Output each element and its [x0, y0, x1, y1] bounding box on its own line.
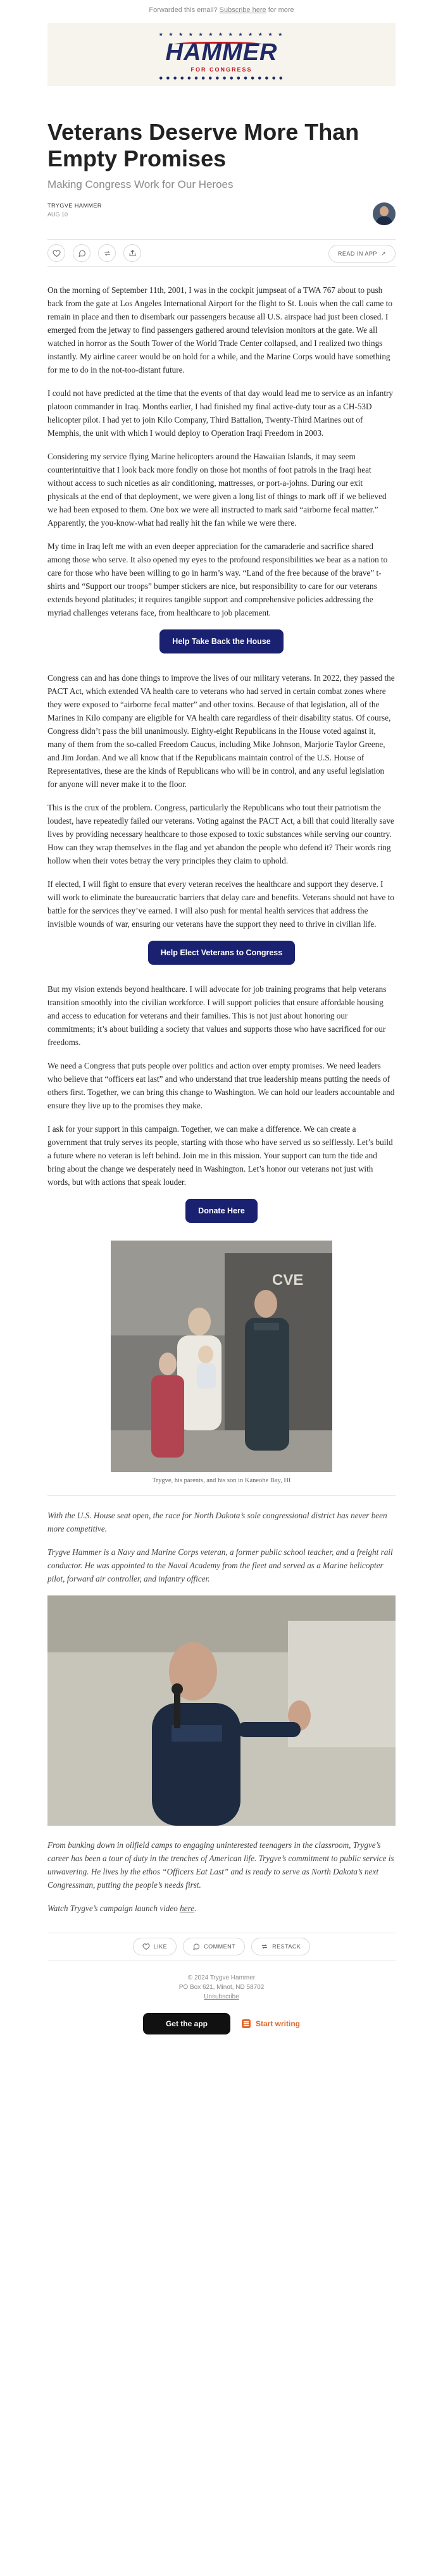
ship-lettering: CVE	[272, 1272, 304, 1289]
copyright: © 2024 Trygve Hammer	[187, 1974, 256, 1981]
bio-paragraph: With the U.S. House seat open, the race for North Dakota’s sole congressional district has never been more competitive.	[47, 1511, 387, 1533]
paragraph: If elected, I will fight to ensure that every veteran receives the healthcare and support they deserve. I will work to eliminate the bureaucratic barriers that delay care and benefits. Veterans should not have to battle for the services they’ve earned. I will also push for mental health services that address the invisible wounds of war, ensuring our veterans have the support they need to thrive in civilian life.	[47, 879, 394, 929]
paragraph: We need a Congress that puts people over politics and action over empty promises. We need leaders who believe that “officers eat last” and who understand that true leadership means putting the needs of others first. Together, we can bring this change to Washington. We can hold our leaders accountable and ensure they live up to the promises they make.	[47, 1061, 395, 1110]
app-promo-row	[0, 2013, 443, 2034]
post-date: AUG 10	[47, 211, 68, 218]
post-actions-bar	[47, 239, 396, 267]
paragraph: But my vision extends beyond healthcare. I will advocate for job training programs that help veterans transition smoothly into the civilian workforce. I will support policies that ensure affordable housing and access to education for veterans and their families. This is not just about honoring our commitments; it’s about building a society that values and supports those who have sacrificed for our freedoms.	[47, 984, 387, 1047]
dots-decoration: ● ● ● ● ● ● ● ● ● ● ● ● ● ● ● ● ● ●	[159, 76, 284, 80]
cta-wrap	[47, 941, 396, 965]
start-writing-button[interactable]	[242, 2013, 300, 2034]
donate-button[interactable]: Donate Here	[185, 1199, 258, 1223]
like-button[interactable]	[47, 244, 65, 262]
post-subtitle: Making Congress Work for Our Heroes	[47, 178, 234, 190]
post-title[interactable]: Veterans Deserve More Than Empty Promises	[47, 119, 359, 171]
paragraph: Congress can and has done things to improve the lives of our military veterans. In 2022, they passed the PACT Act, which extended VA health care to veterans who had served in certain combat zones where they were exposed to “airborne fecal matter” and other toxins. Because of that legislation, all of the Marines in Kilo company are eligible for VA health care regardless of their disability status. Of course, Congress didn’t pass the bill unanimously. Eighty-eight Republicans in the House voted against it, many of them from the so-called Freedom Caucus, including Mike Johnson, Marjorie Taylor Greene, and Jim Jordan. And we all know that if the Republicans maintain control of the U.S. House of Representatives, these are the kinds of Republicans who will be in control, and any useful legislation for anyone will never make it to the floor.	[47, 673, 395, 789]
cta-wrap	[47, 1199, 396, 1223]
paragraph: Considering my service flying Marine helicopters around the Hawaiian Islands, it may seem counterintuitive that I look back more fondly on those hot months of foot patrols in the Iraqi heat without access to such niceties as air conditioning, mattresses, or port-a-johns. During our exit physicals at the end of that deployment, we were given a long list of things to mark off if we believed we had been exposed to them. One box we were all instructed to mark said “airborne fecal matter.” Apparently, the you-know-what had really hit the fan while we were there.	[47, 452, 387, 528]
byline	[47, 202, 396, 229]
footer-actions-bar	[47, 1933, 396, 1960]
paragraph: This is the crux of the problem. Congress, particularly the Republicans who tout their patriotism the loudest, have repeatedly failed our veterans. Voting against the PACT Act, a bill that could literally save lives by providing necessary healthcare to those exposed to toxic substances while serving our country. How can they wrap themselves in the flag and yet abandon the people who defend it? Their words ring hollow when their votes betray the very principles they claim to uphold.	[47, 803, 394, 865]
footer-comment-button[interactable]	[183, 1938, 245, 1955]
arrow-up-right-icon: ↗	[380, 250, 386, 257]
stars-decoration: ★ ★ ★ ★ ★ ★ ★ ★ ★ ★ ★ ★ ★	[158, 32, 285, 37]
author-avatar[interactable]	[373, 202, 396, 225]
get-the-app-button[interactable]: Get the app	[143, 2013, 230, 2034]
watch-end: .	[194, 1904, 197, 1913]
watch-video-link[interactable]: here	[180, 1904, 195, 1913]
preheader	[0, 0, 443, 23]
restack-icon	[261, 1943, 268, 1950]
restack-button[interactable]	[98, 244, 116, 262]
divider	[47, 1495, 396, 1496]
paragraph: I could not have predicted at the time that the events of that day would lead me to service as an infantry platoon commander in Iraq. Months earlier, I had finished my final active-duty tour as a CH-53D helicopter pilot. I had yet to join Kilo Company, Third Battalion, Twenty-Third Marines out of Memphis, the unit with which I would deploy to Operation Iraqi Freedom in 2003.	[47, 388, 393, 438]
preheader-text: Forwarded this email?	[149, 6, 218, 14]
unsubscribe-link[interactable]: Unsubscribe	[204, 1993, 239, 2000]
footer-address	[0, 1973, 443, 2002]
subscribe-link[interactable]: Subscribe here	[219, 6, 266, 14]
bio-paragraph: Trygve Hammer is a Navy and Marine Corps veteran, a former public school teacher, and a freight rail conductor. He was appointed to the Naval Academy from the fleet and served as a Marine helicopter pilot, forward air controller, and infantry officer.	[47, 1547, 393, 1583]
footer-like-label: LIKE	[153, 1943, 168, 1950]
photo-caption: Trygve, his parents, and his son in Kaneohe Bay, HI	[152, 1477, 291, 1484]
read-in-app-label: READ IN APP	[337, 251, 377, 257]
footer-restack-button[interactable]	[251, 1938, 310, 1955]
restack-icon	[103, 249, 111, 257]
family-photo[interactable]	[111, 1241, 332, 1472]
mailing-address: PO Box 621, Minot, ND 58702	[178, 1984, 265, 1991]
paragraph: My time in Iraq left me with an even deeper appreciation for the camaraderie and sacrifice shared among those who serve. It also opened my eyes to the profound responsibilities we bear as a nation to care for those who have been willing to go in harm’s way. “Land of the free because of the brave” t-shirts and “Support our troops” bumper stickers are nice, but responsibility to care for our veterans extends beyond platitudes; it requires tangible support and comprehensive policies addressing the myriad challenges veterans face, from healthcare to job placement.	[47, 542, 388, 617]
footer-like-button[interactable]	[133, 1938, 177, 1955]
speaking-photo[interactable]	[47, 1595, 396, 1826]
campaign-banner[interactable]	[47, 23, 396, 86]
substack-logo-icon	[242, 2019, 251, 2028]
comment-icon	[192, 1943, 200, 1950]
elect-veterans-button[interactable]: Help Elect Veterans to Congress	[148, 941, 295, 965]
heart-icon	[53, 249, 61, 257]
share-icon	[128, 249, 137, 257]
watch-text: Watch Trygve’s campaign launch video	[47, 1904, 178, 1913]
cta-wrap	[47, 629, 396, 653]
paragraph: I ask for your support in this campaign. Together, we can make a difference. We can create a government that truly serves its people, starting with those who have served us so selflessly. Let’s build a future where no veteran is left behind. Join me in this mission. Your support can turn the tide and bring about the change we desperately need in Washington. Let’s honor our veterans not just with words, but with actions that speak louder.	[47, 1124, 393, 1187]
bio-paragraph: From bunking down in oilfield camps to engaging uninterested teenagers in the classroom, Trygve’s career has been a tour of duty in the trenches of American life. Trygve’s commitment to public service is unwavering. He lives by the ethos “Officers Eat Last” and is ready to serve as North Dakota’s next Congressman, putting the people’s needs first.	[47, 1840, 394, 1890]
campaign-logo	[47, 39, 396, 73]
comment-icon	[78, 249, 86, 257]
paragraph: On the morning of September 11th, 2001, I was in the cockpit jumpseat of a TWA 767 about to push back from the gate at Los Angeles International Airport for the flight to St. Louis when the call came to remain in place and then to disembark our passengers because all U.S. airspace had just been closed. I emerged from the jetway to find passengers gathered around television monitors at the gate. We all watched in horror as the South Tower of the World Trade Center collapsed, and I realized two things instantly. My airline career would be on hold for a while, and the Marine Corps would have something for me to do in the not-too-distant future.	[47, 285, 392, 375]
watch-paragraph	[47, 1902, 396, 1915]
heart-icon	[142, 1943, 150, 1950]
footer-comment-label: COMMENT	[204, 1943, 236, 1950]
family-photo-figure	[111, 1241, 332, 1484]
read-in-app-button[interactable]	[328, 245, 396, 263]
author-name[interactable]: TRYGVE HAMMER	[47, 202, 102, 209]
comment-button[interactable]	[73, 244, 90, 262]
take-back-house-button[interactable]: Help Take Back the House	[159, 629, 283, 653]
footer-restack-label: RESTACK	[272, 1943, 301, 1950]
post-body	[47, 283, 396, 1223]
share-button[interactable]	[123, 244, 141, 262]
logo-wordmark: HAMMER	[165, 39, 278, 66]
preheader-suffix: for more	[268, 6, 294, 14]
logo-tagline: FOR CONGRESS	[190, 66, 253, 73]
start-writing-label: Start writing	[255, 2019, 300, 2028]
